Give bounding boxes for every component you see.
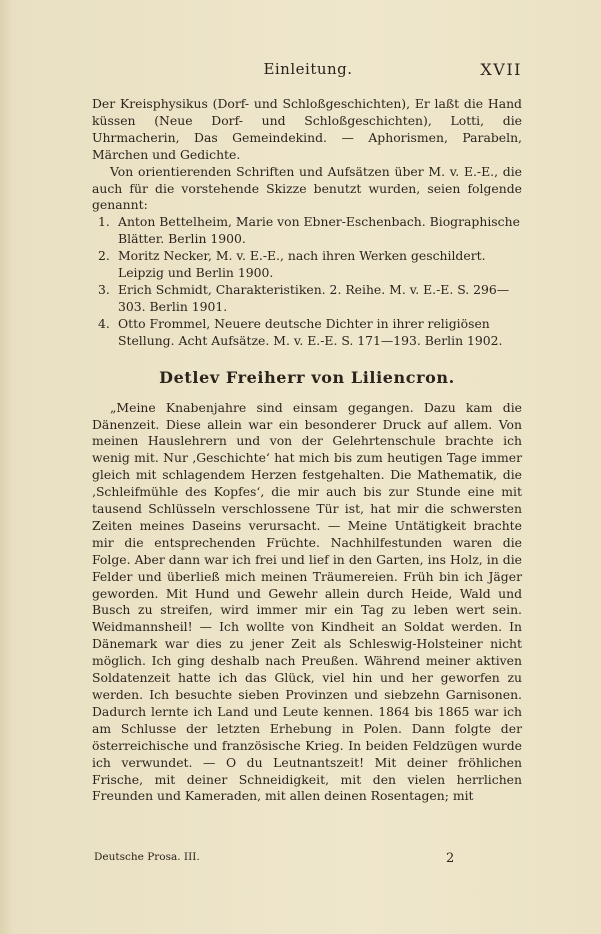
list-item-number: 1. xyxy=(98,214,110,230)
works-list xyxy=(92,214,522,349)
list-item xyxy=(92,282,522,316)
list-item-text: Erich Schmidt, Charakteristiken. 2. Reihe. M. v. E.-E. S. 296—303. Berlin 1901. xyxy=(118,281,510,314)
running-title: Einleitung. xyxy=(263,60,353,78)
quote-paragraph: „Meine Knabenjahre sind einsam gegangen. Dazu kam die Dänenzeit. Diese allein war ein besonderer Druck auf allem. Von meinen Hauslehrern und von der Gelehrtenschule brachte ich wenig mit. Nur ‚Geschichte‘ hat mich bis zum heutigen Tage immer gleich mit schlagendem Herzen festgehalten. Die Mathematik, die ‚Schleifmühle des Kopfes‘, die mir auch bis zur Stunde eine mit tausend Schlüsseln verschlossene Tür ist, hat mir die schwersten Zeiten meines Daseins verursacht. — Meine Untätigkeit brachte mir die entsprechenden Früchte. Nachhilfestunden waren die Folge. Aber dann war ich frei und lief in den Garten, ins Holz, in die Felder und überließ mich meinen Träumereien. Früh bin ich Jäger geworden. Mit Hund und Gewehr allein durch Heide, Wald und Busch zu streifen, wird immer mir ein Tag zu leben wert sein. Weidmannsheil! — Ich wollte von Kindheit an Soldat werden. In Dänemark war dies zu jener Zeit als Schleswig-Holsteiner nicht möglich. Ich ging deshalb nach Preußen. Während meiner aktiven Soldatenzeit hatte ich das Glück, viel hin und her geworfen zu werden. Ich besuchte sieben Provinzen und siebzehn Garnisonen. Dadurch lernte ich Land und Leute kennen. 1864 bis 1865 war ich am Schlusse der letzten Erhebung in Polen. Dann folgte der österreichische und französische Krieg. In beiden Feldzügen wurde ich verwundet. — O du Leutnantszeit! Mit deiner fröhlichen Frische, mit deiner Schneidigkeit, mit den vielen herrlichen Freunden und Kameraden, mit allen deinen Rosentagen; mit xyxy=(92,399,522,804)
signature-mark: Deutsche Prosa. III. xyxy=(94,851,200,863)
page-header xyxy=(94,60,522,80)
section-heading: Detlev Freiherr von Liliencron. xyxy=(159,367,455,387)
list-item xyxy=(92,248,522,282)
sheet-number: 2 xyxy=(446,851,455,866)
page-number: XVII xyxy=(480,60,522,79)
list-item-text: Anton Bettelheim, Marie von Ebner-Eschenbach. Biographische Blätter. Berlin 1900. xyxy=(118,214,520,247)
page-footer xyxy=(94,851,522,869)
list-item xyxy=(92,316,522,350)
continued-paragraph: Der Kreisphysikus (Dorf- und Schloßgeschichten), Er laßt die Hand küssen (Neue Dorf- und Schloßgeschichten), Lotti, die Uhrmacherin, Das Gemeindekind. — Aphorismen, Parabeln, Märchen und Gedichte. xyxy=(92,96,522,162)
list-item-number: 3. xyxy=(98,281,110,297)
list-item-number: 2. xyxy=(98,248,110,264)
list-item-text: Otto Frommel, Neuere deutsche Dichter in ihrer religiösen Stellung. Acht Aufsätze. M. v. E.-E. S. 171—193. Berlin 1902. xyxy=(118,315,503,348)
sources-paragraph: Von orientierenden Schriften und Aufsätzen über M. v. E.-E., die auch für die vorstehende Skizze benutzt wurden, seien folgende genannt: xyxy=(92,163,522,213)
list-item xyxy=(92,214,522,248)
page-body xyxy=(92,96,522,805)
list-item-number: 4. xyxy=(98,315,110,331)
list-item-text: Moritz Necker, M. v. E.-E., nach ihren Werken geschildert. Leipzig und Berlin 1900. xyxy=(118,248,486,281)
